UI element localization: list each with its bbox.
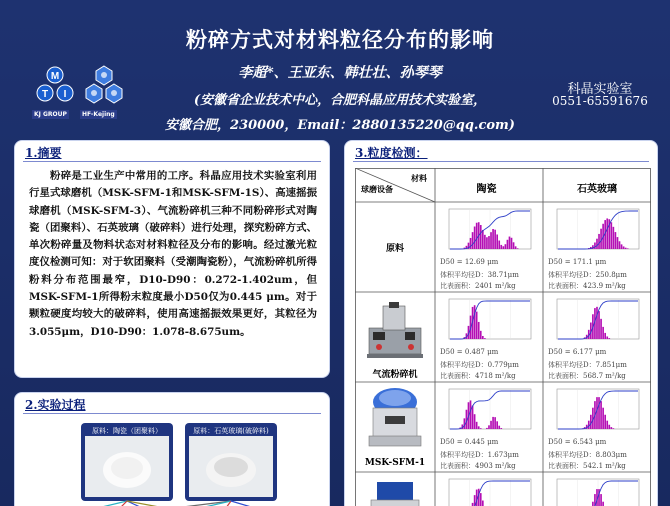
histogram-bar <box>596 307 598 339</box>
histogram-bar <box>492 229 494 249</box>
histogram-bar <box>596 239 598 249</box>
histogram-bar <box>627 248 629 249</box>
histogram-bar <box>611 427 613 429</box>
abstract-panel <box>14 140 330 378</box>
next-machine-photo <box>365 478 425 506</box>
histogram-bar <box>472 406 474 429</box>
process-panel <box>14 392 330 506</box>
histogram-bar <box>598 234 600 249</box>
cell-jet-quartz <box>545 293 647 383</box>
histogram-bar <box>517 248 519 249</box>
histogram-bar <box>509 237 511 249</box>
histogram-bar <box>486 428 488 429</box>
psd-plot-jet-quartz <box>551 295 643 345</box>
quartz-raw-label: 原料：石英玻璃(破碎料) <box>193 427 269 435</box>
logo-area <box>22 62 132 124</box>
histogram-bar <box>606 218 608 249</box>
histogram-bar <box>505 244 507 249</box>
histogram-bar <box>476 312 478 339</box>
psd-plot-row4-ceramic <box>443 475 535 506</box>
col-header-ceramic: 陶瓷 <box>476 184 497 195</box>
specific-surface-area: 比表面积：2401 m²/kg <box>440 282 516 290</box>
histogram-bar <box>488 236 490 249</box>
histogram-bar <box>470 400 472 429</box>
msk-sfm-1-photo <box>365 386 425 452</box>
histogram-bar <box>486 237 488 249</box>
process-flow-lines <box>15 483 331 506</box>
histogram-bar <box>602 327 604 339</box>
cell-row4-quartz <box>545 473 647 506</box>
jet-mill-photo <box>363 300 427 362</box>
mti-logo <box>34 66 76 108</box>
detection-divider <box>353 161 649 162</box>
cell-raw-ceramic <box>437 203 539 293</box>
d50-value: D50 = 0.487 μm <box>440 348 499 356</box>
mean-diameter: 体积平均径D：1.673μm <box>440 451 519 459</box>
histogram-bar <box>507 240 509 249</box>
histogram-bar <box>488 425 490 429</box>
histogram-bar <box>480 493 482 506</box>
logo-letter-m: M <box>50 71 60 82</box>
mean-diameter: 体积平均径D：38.71μm <box>440 271 519 279</box>
hf-kejing-logo <box>82 64 126 108</box>
histogram-bar <box>613 428 615 429</box>
histogram-bar <box>515 246 517 249</box>
histogram-bar <box>503 246 505 249</box>
cell-msk-quartz <box>545 383 647 473</box>
histogram-bar <box>500 428 502 429</box>
d50-value: D50 = 12.69 μm <box>440 258 499 266</box>
cell-jet-ceramic <box>437 293 539 383</box>
affiliation-line-2: 安徽合肥，230000，Email：2880135220@qq.com) <box>165 118 515 133</box>
histogram-bar <box>472 232 474 249</box>
d50-value: D50 = 171.1 μm <box>548 258 607 266</box>
detection-heading: 3.粒度检测： <box>355 146 428 160</box>
histogram-bar <box>604 333 606 339</box>
histogram-bar <box>608 425 610 429</box>
mean-diameter: 体积平均径D：250.8μm <box>548 271 627 279</box>
psd-plot-raw-ceramic <box>443 205 535 255</box>
histogram-bar <box>496 421 498 429</box>
specific-surface-area: 比表面积：423.9 m²/kg <box>548 282 626 290</box>
d50-value: D50 = 6.177 μm <box>548 348 607 356</box>
histogram-bar <box>623 246 625 249</box>
authors: 李超*、王亚东、韩壮壮、孙琴琴 <box>238 65 442 81</box>
histogram-bar <box>598 397 600 429</box>
histogram-bar <box>476 223 478 249</box>
poster-title: 粉碎方式对材料粒径分布的影响 <box>186 27 494 52</box>
mean-diameter: 体积平均径D：8.803μm <box>548 451 627 459</box>
d50-value: D50 = 6.543 μm <box>548 438 607 446</box>
histogram-bar <box>600 401 602 429</box>
specific-surface-area: 比表面积：568.7 m²/kg <box>548 372 626 380</box>
histogram-bar <box>490 232 492 249</box>
histogram-bar <box>484 338 486 339</box>
histogram-bar <box>498 426 500 429</box>
histogram-bar <box>498 241 500 249</box>
histogram-bar <box>496 234 498 249</box>
lab-phone: 0551-65591676 <box>552 94 648 108</box>
histogram-bar <box>615 232 617 249</box>
psd-plot-jet-ceramic <box>443 295 535 345</box>
process-divider <box>23 413 321 414</box>
histogram-bar <box>482 501 484 506</box>
specific-surface-area: 比表面积：542.1 m²/kg <box>548 462 626 470</box>
histogram-bar <box>474 227 476 249</box>
histogram-bar <box>606 336 608 339</box>
histogram-bar <box>602 502 604 506</box>
histogram-bar <box>480 428 482 429</box>
row-label-raw: 原料 <box>385 244 404 254</box>
histogram-bar <box>478 426 480 429</box>
histogram-bar <box>492 417 494 429</box>
lab-name: 科晶实验室 <box>567 82 633 97</box>
histogram-bar <box>474 414 476 429</box>
abstract-text: 粉碎是工业生产中常用的工序。科晶应用技术实验室利用行星式球磨机（MSK-SFM-1和MSK-SFM-1S）、高速摇振球磨机（MSK-SFM-3）、气流粉碎机三种不同粉碎形式对陶瓷（团聚料）、石英玻璃（破碎料）进行处理，探究粉碎方式、单次粉碎量及物料状态对材料粒径及分布的影响。经过激光粒度仪检测可知：对于软团聚料（受潮陶瓷粉），气流粉碎机所得粉料分布范围最窄，D10-D90：0.272-1.402um，但MSK-SFM-1所得粉末粒度最小D50仅为0.445 μm。对于颗粒硬度均较大的破碎料，使用高速摇振效果更好，其粒径为 3.055μm，D10-D90：1.078-8.675um。 <box>29 170 317 338</box>
histogram-bar <box>494 417 496 429</box>
logo-letter-t: T <box>41 89 49 100</box>
mean-diameter: 体积平均径D：0.779μm <box>440 361 519 369</box>
corner-equipment-label: 球磨设备 <box>361 184 393 194</box>
psd-plot-row4-quartz <box>551 475 643 506</box>
ceramic-raw-label: 原料：陶瓷（团聚料） <box>92 427 162 435</box>
psd-plot-msk-quartz <box>551 385 643 435</box>
corner-material-label: 材料 <box>411 173 427 183</box>
histogram-bar <box>596 397 598 429</box>
histogram-bar <box>480 331 482 339</box>
logo-letter-i: I <box>63 89 67 100</box>
histogram-bar <box>598 311 600 339</box>
histogram-bar <box>625 248 627 249</box>
histogram-bar <box>482 336 484 339</box>
histogram-bar <box>494 230 496 249</box>
histogram-bar <box>590 415 592 429</box>
abstract-heading: 1.摘要 <box>25 146 62 160</box>
row-label-msk-sfm-1: MSK-SFM-1 <box>364 458 426 468</box>
histogram-bar <box>600 319 602 339</box>
histogram-bar <box>478 322 480 339</box>
hf-kejing-caption: HF-Kejing <box>82 111 115 118</box>
process-heading: 2.实验过程 <box>25 398 86 412</box>
psd-plot-msk-ceramic <box>443 385 535 435</box>
affiliation-line-1: (安徽省企业技术中心，合肥科晶应用技术实验室， <box>193 93 487 108</box>
histogram-bar <box>482 230 484 249</box>
histogram-bar <box>611 222 613 249</box>
histogram-bar <box>484 235 486 249</box>
histogram-bar <box>480 225 482 249</box>
histogram-bar <box>606 421 608 429</box>
cell-msk-ceramic <box>437 383 539 473</box>
specific-surface-area: 比表面积：4903 m²/kg <box>440 462 516 470</box>
histogram-bar <box>513 242 515 249</box>
histogram-bar <box>602 408 604 429</box>
histogram-bar <box>511 238 513 249</box>
d50-value: D50 = 0.445 μm <box>440 438 499 446</box>
histogram-bar <box>617 237 619 249</box>
row-label-jet-mill: 气流粉碎机 <box>372 370 418 380</box>
detection-panel <box>344 140 658 506</box>
histogram-bar <box>470 238 472 249</box>
histogram-bar <box>619 241 621 249</box>
kj-group-caption: KJ GROUP <box>34 111 67 118</box>
col-header-quartz: 石英玻璃 <box>577 184 617 195</box>
mean-diameter: 体积平均径D：7.851μm <box>548 361 627 369</box>
histogram-bar <box>490 421 492 429</box>
histogram-bar <box>476 422 478 429</box>
cell-raw-quartz <box>545 203 647 293</box>
histogram-bar <box>600 494 602 506</box>
histogram-bar <box>613 227 615 249</box>
histogram-bar <box>604 415 606 429</box>
histogram-bar <box>588 421 590 429</box>
histogram-bar <box>594 243 596 249</box>
histogram-bar <box>608 338 610 339</box>
cell-row4-ceramic <box>437 473 539 506</box>
histogram-bar <box>621 244 623 249</box>
histogram-bar <box>474 305 476 339</box>
histogram-bar <box>500 245 502 249</box>
psd-plot-raw-quartz <box>551 205 643 255</box>
specific-surface-area: 比表面积：4718 m²/kg <box>440 372 516 380</box>
abstract-divider <box>23 161 321 162</box>
histogram-bar <box>592 502 594 506</box>
